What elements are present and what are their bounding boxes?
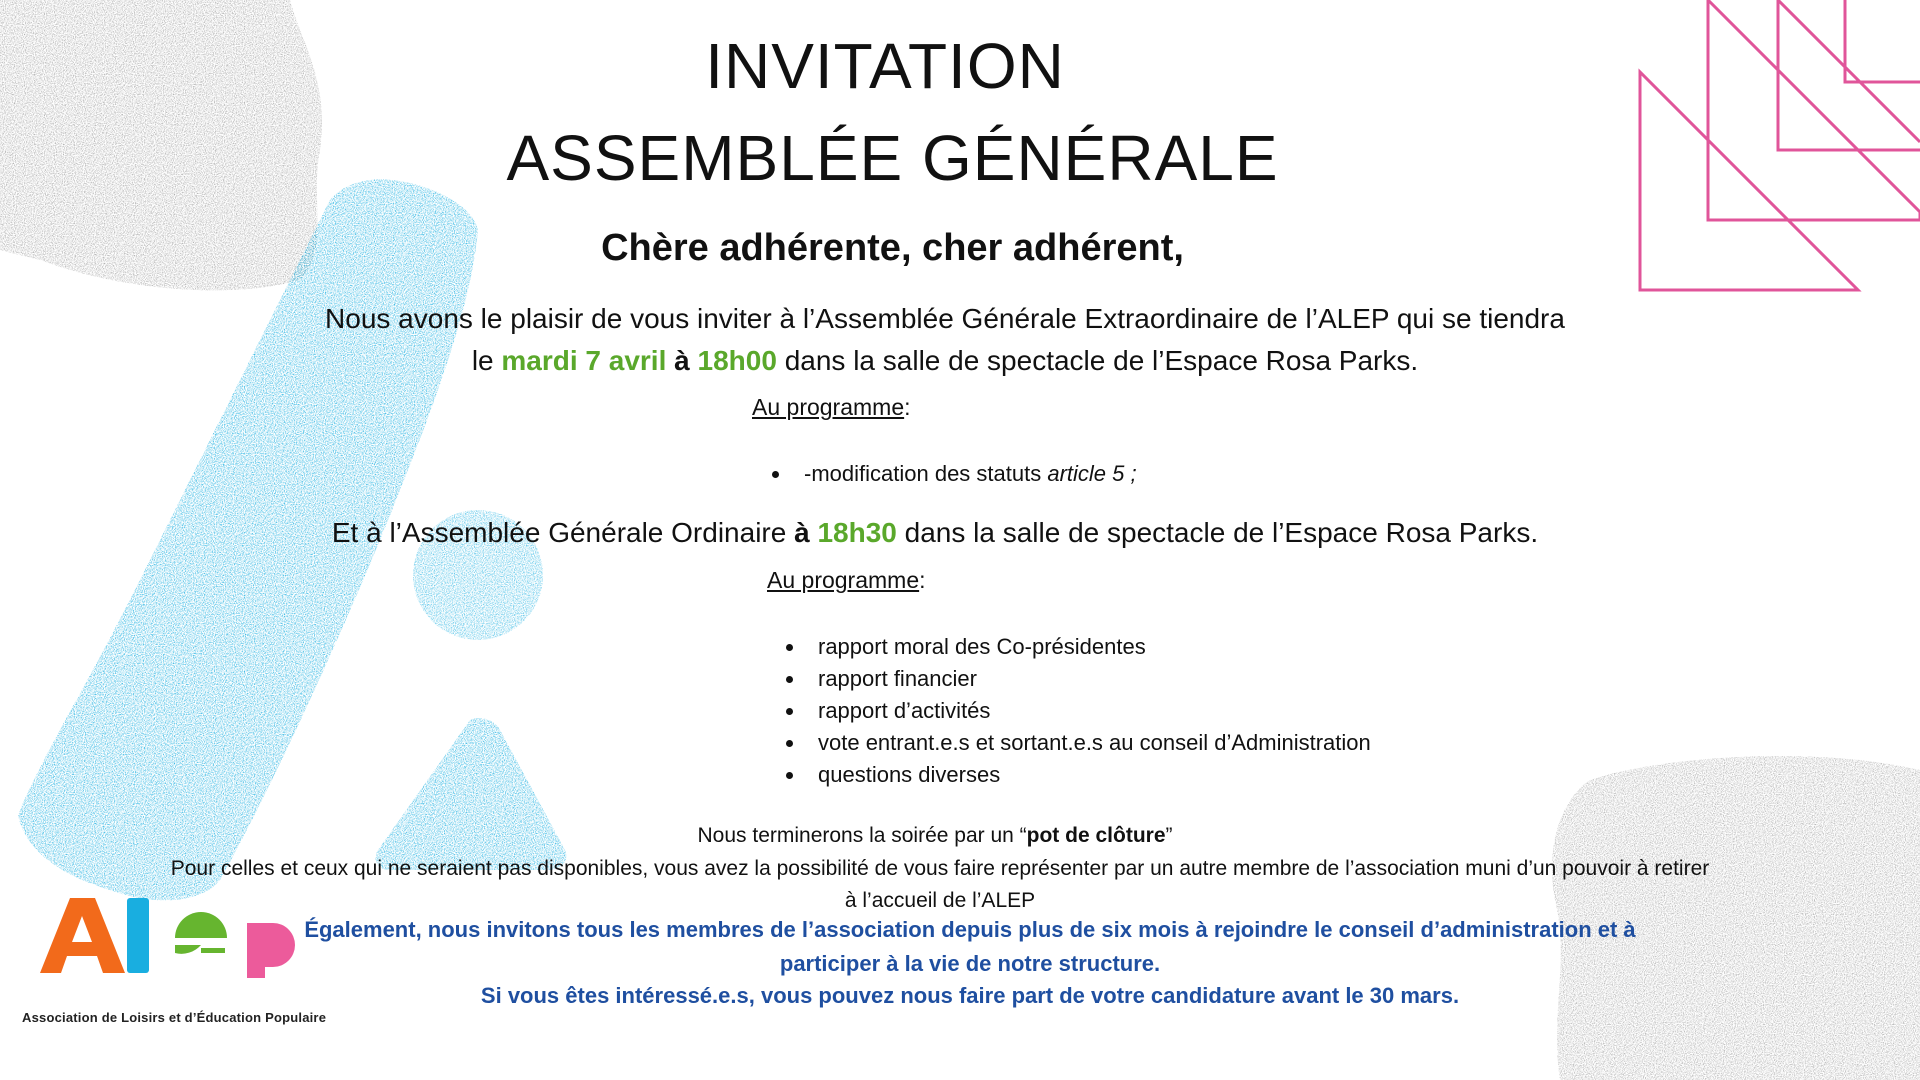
program-2-colon: : xyxy=(919,567,926,593)
call-line-3: Si vous êtes intéressé.e.s, vous pouvez nous faire part de votre candidature avant le 30 mars. xyxy=(480,983,1460,1008)
greeting: Chère adhérente, cher adhérent, xyxy=(601,227,1184,269)
ordinary-prefix: Et à l’Assemblée Générale Ordinaire xyxy=(331,517,795,548)
program-1-label-text: Au programme xyxy=(752,394,905,420)
program-2-item: • rapport moral des Co-présidentes xyxy=(806,631,1371,663)
program-1-item xyxy=(792,458,1137,490)
program-1-list xyxy=(770,458,1137,490)
ordinary-line xyxy=(0,514,1870,552)
program-2-label-text: Au programme xyxy=(767,567,920,593)
ordinary-suffix: dans la salle de spectacle de l’Espace Rosa Parks. xyxy=(896,517,1539,548)
intro-line-1: Nous avons le plaisir de vous inviter à l’Assemblée Générale Extraordinaire de l’ALEP qui se tiendra xyxy=(325,303,1565,334)
logo-caption: Association de Loisirs et d’Éducation Populaire xyxy=(22,1010,327,1025)
alep-logo-icon xyxy=(25,898,305,1028)
title-invitation: INVITATION xyxy=(705,30,1065,102)
intro-line-2 xyxy=(0,342,1890,380)
intro-at: à xyxy=(666,345,698,376)
ordinary-time: 18h30 xyxy=(817,517,897,548)
call-line-1: Également, nous invitons tous les membres de l’association depuis plus de six mois à rejoindre le conseil d’administration et à xyxy=(304,917,1636,942)
program-1-colon: : xyxy=(904,394,911,420)
program-2-label xyxy=(767,565,926,595)
program-1-label xyxy=(752,392,911,422)
program-1-item-text: -modification des statuts xyxy=(804,461,1048,486)
ordinary-at: à xyxy=(794,517,818,548)
program-2-item: • questions diverses xyxy=(806,759,1371,791)
meeting-date: mardi 7 avril xyxy=(501,345,667,376)
program-2-item: • vote entrant.e.s et sortant.e.s au conseil d’Administration xyxy=(806,727,1371,759)
proxy-line-1: Pour celles et ceux qui ne seraient pas disponibles, vous avez la possibilité de vous faire représenter par un autre membre de l’association muni d’un pouvoir à retirer xyxy=(170,857,1710,880)
proxy-line-2: à l’accueil de l’ALEP xyxy=(844,889,1036,912)
program-1-item-italic: article 5 ; xyxy=(1047,461,1137,486)
closing-prefix: Nous terminerons la soirée par un “ xyxy=(697,824,1027,847)
intro-prefix: le xyxy=(471,345,502,376)
extraordinary-time: 18h00 xyxy=(697,345,777,376)
intro-suffix: dans la salle de spectacle de l’Espace Rosa Parks. xyxy=(776,345,1419,376)
call-line-2: participer à la vie de notre structure. xyxy=(779,951,1161,976)
closing-pot: pot de clôture xyxy=(1026,824,1166,847)
program-2-item: • rapport d’activités xyxy=(806,695,1371,727)
program-2-list xyxy=(784,631,1371,791)
title-assemblee-generale: ASSEMBLÉE GÉNÉRALE xyxy=(506,122,1279,194)
closing-line xyxy=(0,820,1870,851)
program-2-item: • rapport financier xyxy=(806,663,1371,695)
closing-suffix: ” xyxy=(1165,824,1173,847)
